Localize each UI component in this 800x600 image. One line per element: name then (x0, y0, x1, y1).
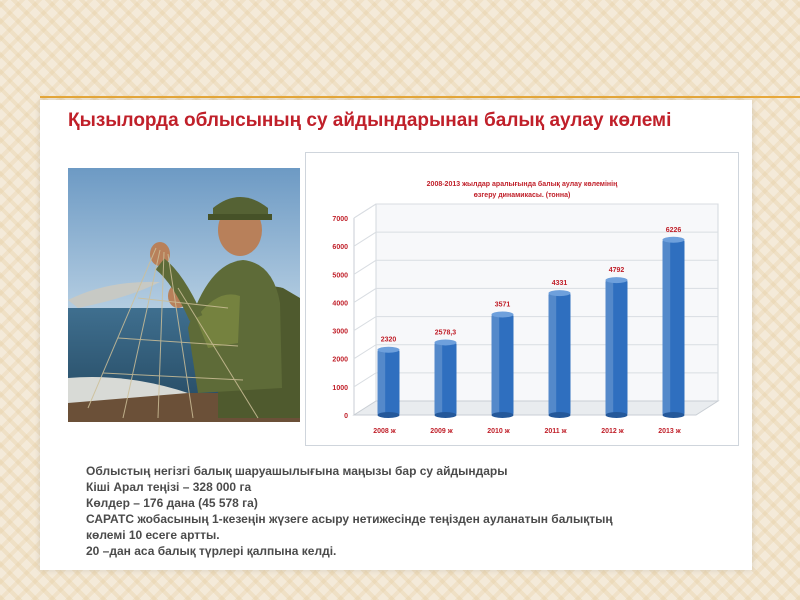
bar-value-label: 2578,3 (434, 329, 457, 337)
y-tick-label: 0 (344, 413, 348, 420)
bar-value-label: 3571 (494, 301, 511, 309)
chart-frame (305, 152, 739, 446)
bar-base (435, 412, 457, 418)
body-text (86, 463, 726, 559)
bar-top (378, 347, 400, 353)
slide-card (40, 100, 752, 570)
paragraph: 20 –дан аса балық түрлері қалпына келді. (86, 544, 337, 558)
y-tick-label: 2000 (332, 356, 348, 364)
slide-title: Қызылорда облысының су айдындарынан балық аулау көлемі (68, 110, 672, 131)
bar-base (378, 412, 400, 418)
x-tick-label: 2010 ж (487, 428, 510, 435)
y-tick-label: 6000 (332, 244, 348, 252)
paragraph: Облыстың негізгі балық шаруашылығына маңызы бар су айдындары (86, 464, 508, 478)
bar-highlight (549, 293, 557, 415)
x-tick-label: 2009 ж (430, 428, 453, 435)
paragraph: көлемі 10 есеге артты. (86, 528, 220, 542)
x-tick-label: 2008 ж (373, 428, 396, 435)
bar-base (549, 412, 571, 418)
bar-top (492, 312, 514, 318)
fisherman-photo (68, 168, 300, 422)
bar-base (606, 412, 628, 418)
bar-value-label: 4331 (551, 280, 568, 288)
bar-top (606, 277, 628, 283)
bar-top (549, 290, 571, 296)
y-tick-label: 4000 (332, 300, 348, 308)
chart-title-line2: өзгеру динамикасы. (тонна) (473, 192, 571, 199)
x-tick-label: 2013 ж (658, 428, 681, 435)
bar-value-label: 6226 (665, 226, 682, 234)
paragraph: Кіші Арал теңізі – 328 000 га (86, 480, 252, 494)
bar-base (492, 412, 514, 418)
x-tick-label: 2012 ж (601, 428, 624, 435)
y-tick-label: 3000 (332, 328, 348, 336)
bar-base (663, 412, 685, 418)
bar-top (663, 237, 685, 243)
bar-highlight (606, 280, 614, 415)
bar-chart (306, 153, 738, 445)
bar-top (435, 339, 457, 345)
chart-title-line1: 2008-2013 жылдар аралығында балық аулау көлемінің (426, 181, 618, 188)
y-tick-label: 7000 (332, 216, 348, 223)
x-tick-label: 2011 ж (544, 428, 567, 435)
bar-highlight (663, 240, 671, 415)
fisherman-with-net-photo-icon (68, 168, 300, 422)
y-tick-label: 5000 (332, 272, 348, 280)
bar-value-label: 4792 (608, 267, 625, 275)
y-tick-label: 1000 (332, 384, 348, 392)
bar-highlight (492, 315, 500, 415)
bar-highlight (378, 350, 386, 415)
bar-highlight (435, 342, 443, 415)
bar-value-label: 2320 (380, 336, 397, 344)
paragraph: Көлдер – 176 дана (45 578 га) (86, 496, 258, 510)
paragraph: САРАТС жобасының 1-кезеңін жүзеге асыру нетижесінде теңізден ауланатын балықтың (86, 512, 613, 526)
top-accent-rule (40, 96, 800, 98)
